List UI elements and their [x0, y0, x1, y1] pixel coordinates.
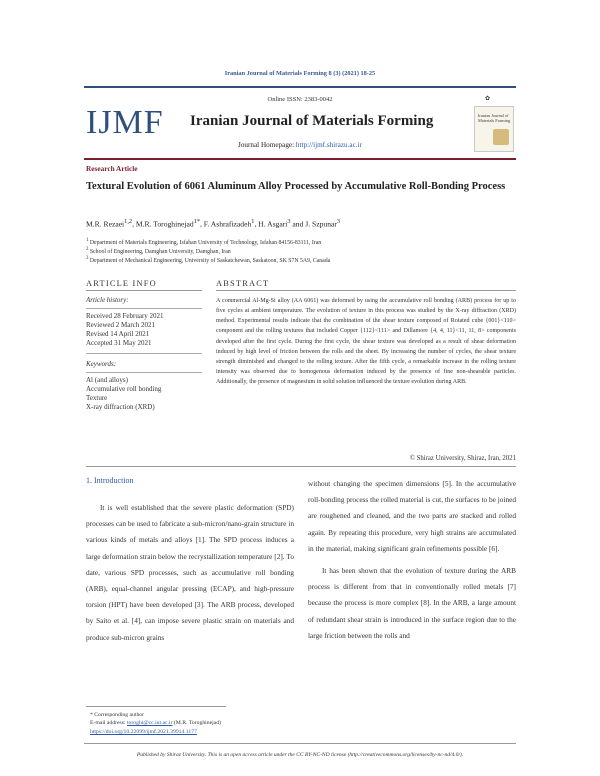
divider	[86, 372, 202, 373]
paper-title: Textural Evolution of 6061 Aluminum Alloy Processed by Accumulative Roll-Bonding Process	[86, 181, 506, 192]
affiliation: $^2$ School of Engineering, Damghan University, Damghan, Iran	[86, 247, 231, 255]
journal-logo: IJMF	[86, 104, 164, 141]
article-info-heading: ARTICLE INFO	[86, 279, 202, 291]
abstract-heading: ABSTRACT	[216, 279, 516, 291]
keyword: Al (and alloys)	[86, 376, 128, 384]
running-title: Iranian Journal of Materials Forming 8 (3) (2021) 18-25	[224, 70, 376, 77]
affiliation: $^3$ Department of Mechanical Engineering, University of Saskatchewan, Saskatoon, SK S7N 5A9, Canada	[86, 256, 331, 264]
history-item: Accepted 31 May 2021	[86, 339, 152, 347]
footnote-rule	[86, 706, 226, 707]
history-item: Received 28 February 2021	[86, 312, 164, 320]
divider	[86, 308, 202, 309]
abstract-text: A commercial Al-Mg-Si alloy (AA 6061) was deformed by using the accumulative roll bonding (ARB) process for up to five cycles at ambient temperature. The evolution of texture in this process was studied by the X-ray diffraction (XRD) method. Experimental results indicate that the combination of the shear texture composed of Rotated cube {001}<110> component and the rolling textures that included Copper {112}<111> and Dillamore {4, 4, 11}<11, 11, 8> components developed after the first cycle. During the first cycle, the shear texture was developed as a result of shear deformation induced by high level of friction between the rolls and the sheet. By increasing the number of cycles, the shear texture strength diminished and changed to the rolling texture. After the fifth cycle, a remarkable increase in the rolling texture intensity was observed due to homogenous deformation induced by the presence of fine non-shearable particles. Additionally, the presence of magnesium in solid solution influenced the texture evolution during ARB.	[216, 298, 516, 386]
author: J. Szpunar	[305, 219, 337, 229]
paragraph: It is well established that the severe plastic deformation (SPD) processes can be used to fabricate a sub-micron/nano-grain structure in various kinds of metals and alloys [1]. The SPD process induces a large deformation strain below the recrystallization temperature [2]. To date, various SPD processes, such as accumulative roll bonding (ARB), equal-channel angular pressing (ECAP), and high-pressure torsion (HPT) have been developed [3]. The ARB process, developed by Saito et al. [4], can impose severe plastic strain on materials and produce sub-micron grains	[86, 503, 294, 642]
author: M.R. Rezaei	[86, 219, 125, 229]
keyword: Texture	[86, 394, 108, 402]
keyword: X-ray diffraction (XRD)	[86, 403, 155, 411]
history-item: Revised 14 April 2021	[86, 330, 150, 338]
cover-text: Iranian Journal of Materials Forming	[478, 113, 511, 124]
author: F. Ashrafizadeh	[203, 219, 252, 229]
section-heading-introduction: 1. Introduction	[86, 476, 134, 485]
paragraph: It has been shown that the evolution of texture during the ARB process is different from that in conventionally rolled metals [7] because the process is more complex [8]. In the ARB, a large amount of redundant shear strain is introduced in the surface region due to the large friction between the rolls and	[308, 566, 516, 640]
email-line: E-mail address: toroghi@cc.iut.ac.ir (M.R. Toroghinejad)	[90, 720, 221, 726]
cover-emblem-icon: ✿	[485, 96, 491, 102]
journal-homepage	[84, 141, 516, 149]
cover-image	[493, 129, 509, 145]
journal-cover-thumbnail	[474, 96, 514, 152]
section-divider	[86, 466, 516, 467]
email-link[interactable]: toroghi@cc.iut.ac.ir	[126, 720, 173, 726]
title-rule	[84, 158, 516, 160]
affiliation: $^1$ Department of Materials Engineering, Isfahan University of Technology, Isfahan 84156-83111, Iran	[86, 238, 322, 246]
article-type: Research Article	[86, 164, 138, 173]
divider	[86, 353, 202, 354]
history-label: Article history:	[86, 296, 129, 304]
history-item: Reviewed 2 March 2021	[86, 321, 156, 329]
copyright-notice: © Shiraz University, Shiraz, Iran, 2021	[409, 455, 516, 462]
footer-rule	[84, 743, 516, 744]
homepage-link[interactable]: http://ijmf.shirazu.ac.ir	[295, 141, 362, 149]
body-column-right	[308, 476, 516, 650]
license-footer: Published by Shiraz University. This is an open access article under the CC BY-NC-ND license (http://creativecommons.org/licenses/by-nc-nd/4.0/).	[136, 752, 464, 758]
paragraph: without changing the specimen dimensions [5]. In the accumulative roll-bonding process the rolled material is cut, the surfaces to be joined are roughened and cleaned, and the two parts are stacked and rolled again. By repeating this procedure, very high strains are accumulated in the material, making significant grain refinements possible [6].	[308, 479, 516, 553]
online-issn: Online ISSN: 2383-0042	[267, 96, 333, 103]
doi-link[interactable]: https://doi.org/10.22099/ijmf.2021.39914.1177	[90, 729, 197, 735]
journal-name: Iranian Journal of Materials Forming	[190, 113, 434, 129]
author: H. Asgari	[258, 219, 288, 229]
author: M.R. Toroghinejad	[135, 219, 194, 229]
homepage-label: Journal Homepage:	[238, 141, 296, 149]
body-column-left	[86, 500, 294, 652]
keyword: Accumulative roll bonding	[86, 385, 162, 393]
header-rule	[84, 86, 516, 88]
corresponding-author-note: * Corresponding author	[90, 712, 145, 718]
keywords-label: Keywords:	[86, 360, 117, 368]
author-list: M.R. Rezaei$^{1,2}$, M.R. Toroghinejad$^{1*}$, F. Ashrafizadeh$^1$, H. Asgari$^3$ and J. Szpunar$^3$	[86, 218, 341, 229]
